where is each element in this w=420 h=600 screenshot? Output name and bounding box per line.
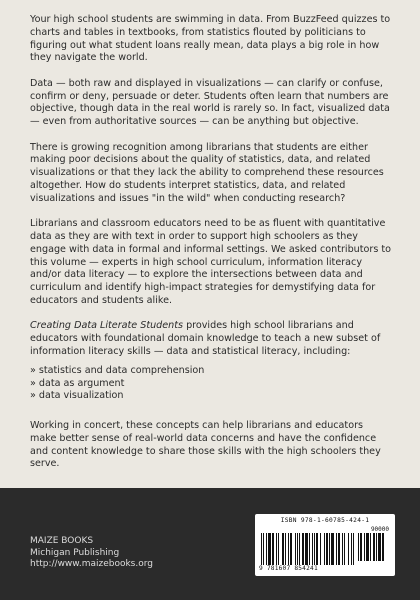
barcode-bar: [295, 533, 296, 565]
ean-barcode-graphic: [261, 533, 355, 565]
barcode-bar: [276, 533, 277, 565]
bullet-marker: »: [30, 390, 36, 402]
paragraph-book-description: [30, 320, 392, 358]
barcode-bar: [326, 533, 328, 565]
barcode-bar: [376, 533, 377, 561]
book-title: Creating Data Literate Students: [30, 320, 184, 332]
list-item: [30, 390, 392, 403]
bullet-marker: »: [30, 377, 36, 389]
barcode-bar: [282, 533, 284, 565]
publisher-imprint-line: Michigan Publishing: [30, 547, 120, 558]
back-cover-text: [30, 14, 392, 484]
barcode-bar: [290, 533, 292, 565]
barcode-bar: [373, 533, 375, 561]
list-item: [30, 378, 392, 391]
isbn-label: ISBN 978-1-60785-424-1: [280, 517, 370, 524]
barcode-bar: [278, 533, 279, 565]
barcode-bar: [305, 533, 308, 565]
barcode-bar: [378, 533, 381, 561]
barcode-bar: [263, 533, 264, 565]
barcode-bar: [316, 533, 318, 565]
barcode-bar: [288, 533, 289, 565]
barcode-bar: [309, 533, 310, 565]
barcode-bar: [382, 533, 384, 561]
barcode-bar: [299, 533, 300, 565]
barcode-bar: [351, 533, 352, 565]
barcode-bar: [360, 533, 362, 561]
paragraph-contributors: Librarians and classroom educators need to be as fluent with quantitative data as they are with text in order to support high schoolers as they engage with data in formal and informal settings. We asked contributors to this volume — experts in high school curriculum, information literacy and/or data literacy — to explore the intersections between data and curriculum and identify high-impact strategies for demystifying data for educators and students alike.: [30, 218, 392, 306]
barcode-bar: [320, 533, 321, 565]
barcode-bar: [366, 533, 369, 561]
paragraph-intro: Your high school students are swimming in data. From BuzzFeed quizzes to charts and tables in textbooks, from statistics flouted by politicians to figuring out what student loans really mean, data plays a big role in how they navigate the world.: [30, 14, 391, 64]
barcode-bar: [338, 533, 340, 565]
list-item: [30, 365, 392, 378]
publisher-url: http://www.maizebooks.org: [30, 559, 153, 570]
barcode-bar: [348, 533, 349, 565]
list-item-text: data visualization: [38, 390, 124, 402]
isbn-barcode: [255, 514, 395, 576]
bullet-marker: »: [30, 364, 36, 376]
barcode-bar: [285, 533, 286, 565]
barcode-bar: [342, 533, 343, 565]
publisher-name: MAIZE BOOKS: [30, 536, 94, 546]
barcode-bar: [297, 533, 298, 565]
paragraph-conclusion: Working in concert, these concepts can help librarians and educators make better sense of real-world data concerns and have the confidence and content knowledge to share those skills with the high schoolers they serve.: [30, 420, 381, 470]
publisher-imprint: [30, 536, 153, 571]
price-code: 90000: [370, 526, 389, 533]
barcode-bar: [268, 533, 271, 565]
barcode-bar: [272, 533, 274, 565]
barcode-bar: [336, 533, 337, 565]
barcode-bar: [324, 533, 325, 565]
barcode-bar: [329, 533, 330, 565]
barcode-bar: [314, 533, 315, 565]
barcode-bar: [331, 533, 334, 565]
barcode-bar: [358, 533, 359, 561]
barcode-bar: [353, 533, 354, 565]
list-item-text: statistics and data comprehension: [38, 364, 205, 376]
barcode-bar: [266, 533, 267, 565]
addon-barcode-graphic: [358, 533, 389, 561]
barcode-bar: [302, 533, 304, 565]
barcode-bar: [370, 533, 371, 561]
barcode-bar: [312, 533, 313, 565]
list-item-text: data as argument: [38, 377, 125, 389]
barcode-bar: [261, 533, 262, 565]
book-description-text: provides high school librarians and educators with foundational domain knowledge to teach a new subset of information literacy skills — data and statistical literacy, including:: [30, 320, 381, 357]
barcode-bar: [344, 533, 345, 565]
skills-list: [30, 365, 392, 403]
barcode-bar: [364, 533, 365, 561]
paragraph-librarian-recognition: There is growing recognition among librarians that students are either making poor decisions about the quality of statistics, data, and related visualizations or that they lack the ability to comprehend these resources altogether. How do students interpret statistics, data, and related visualizations and issues "in the wild" when conducting research?: [30, 141, 384, 204]
ean-digits: 9 781607 854241: [259, 565, 318, 572]
paragraph-data-objectivity: Data — both raw and displayed in visualizations — can clarify or confuse, confirm or deny, persuade or deter. Students often learn that numbers are objective, though data in the real world is rarely so. In fact, visualized data — even from authoritative sources — can be anything but objective.: [30, 77, 390, 128]
